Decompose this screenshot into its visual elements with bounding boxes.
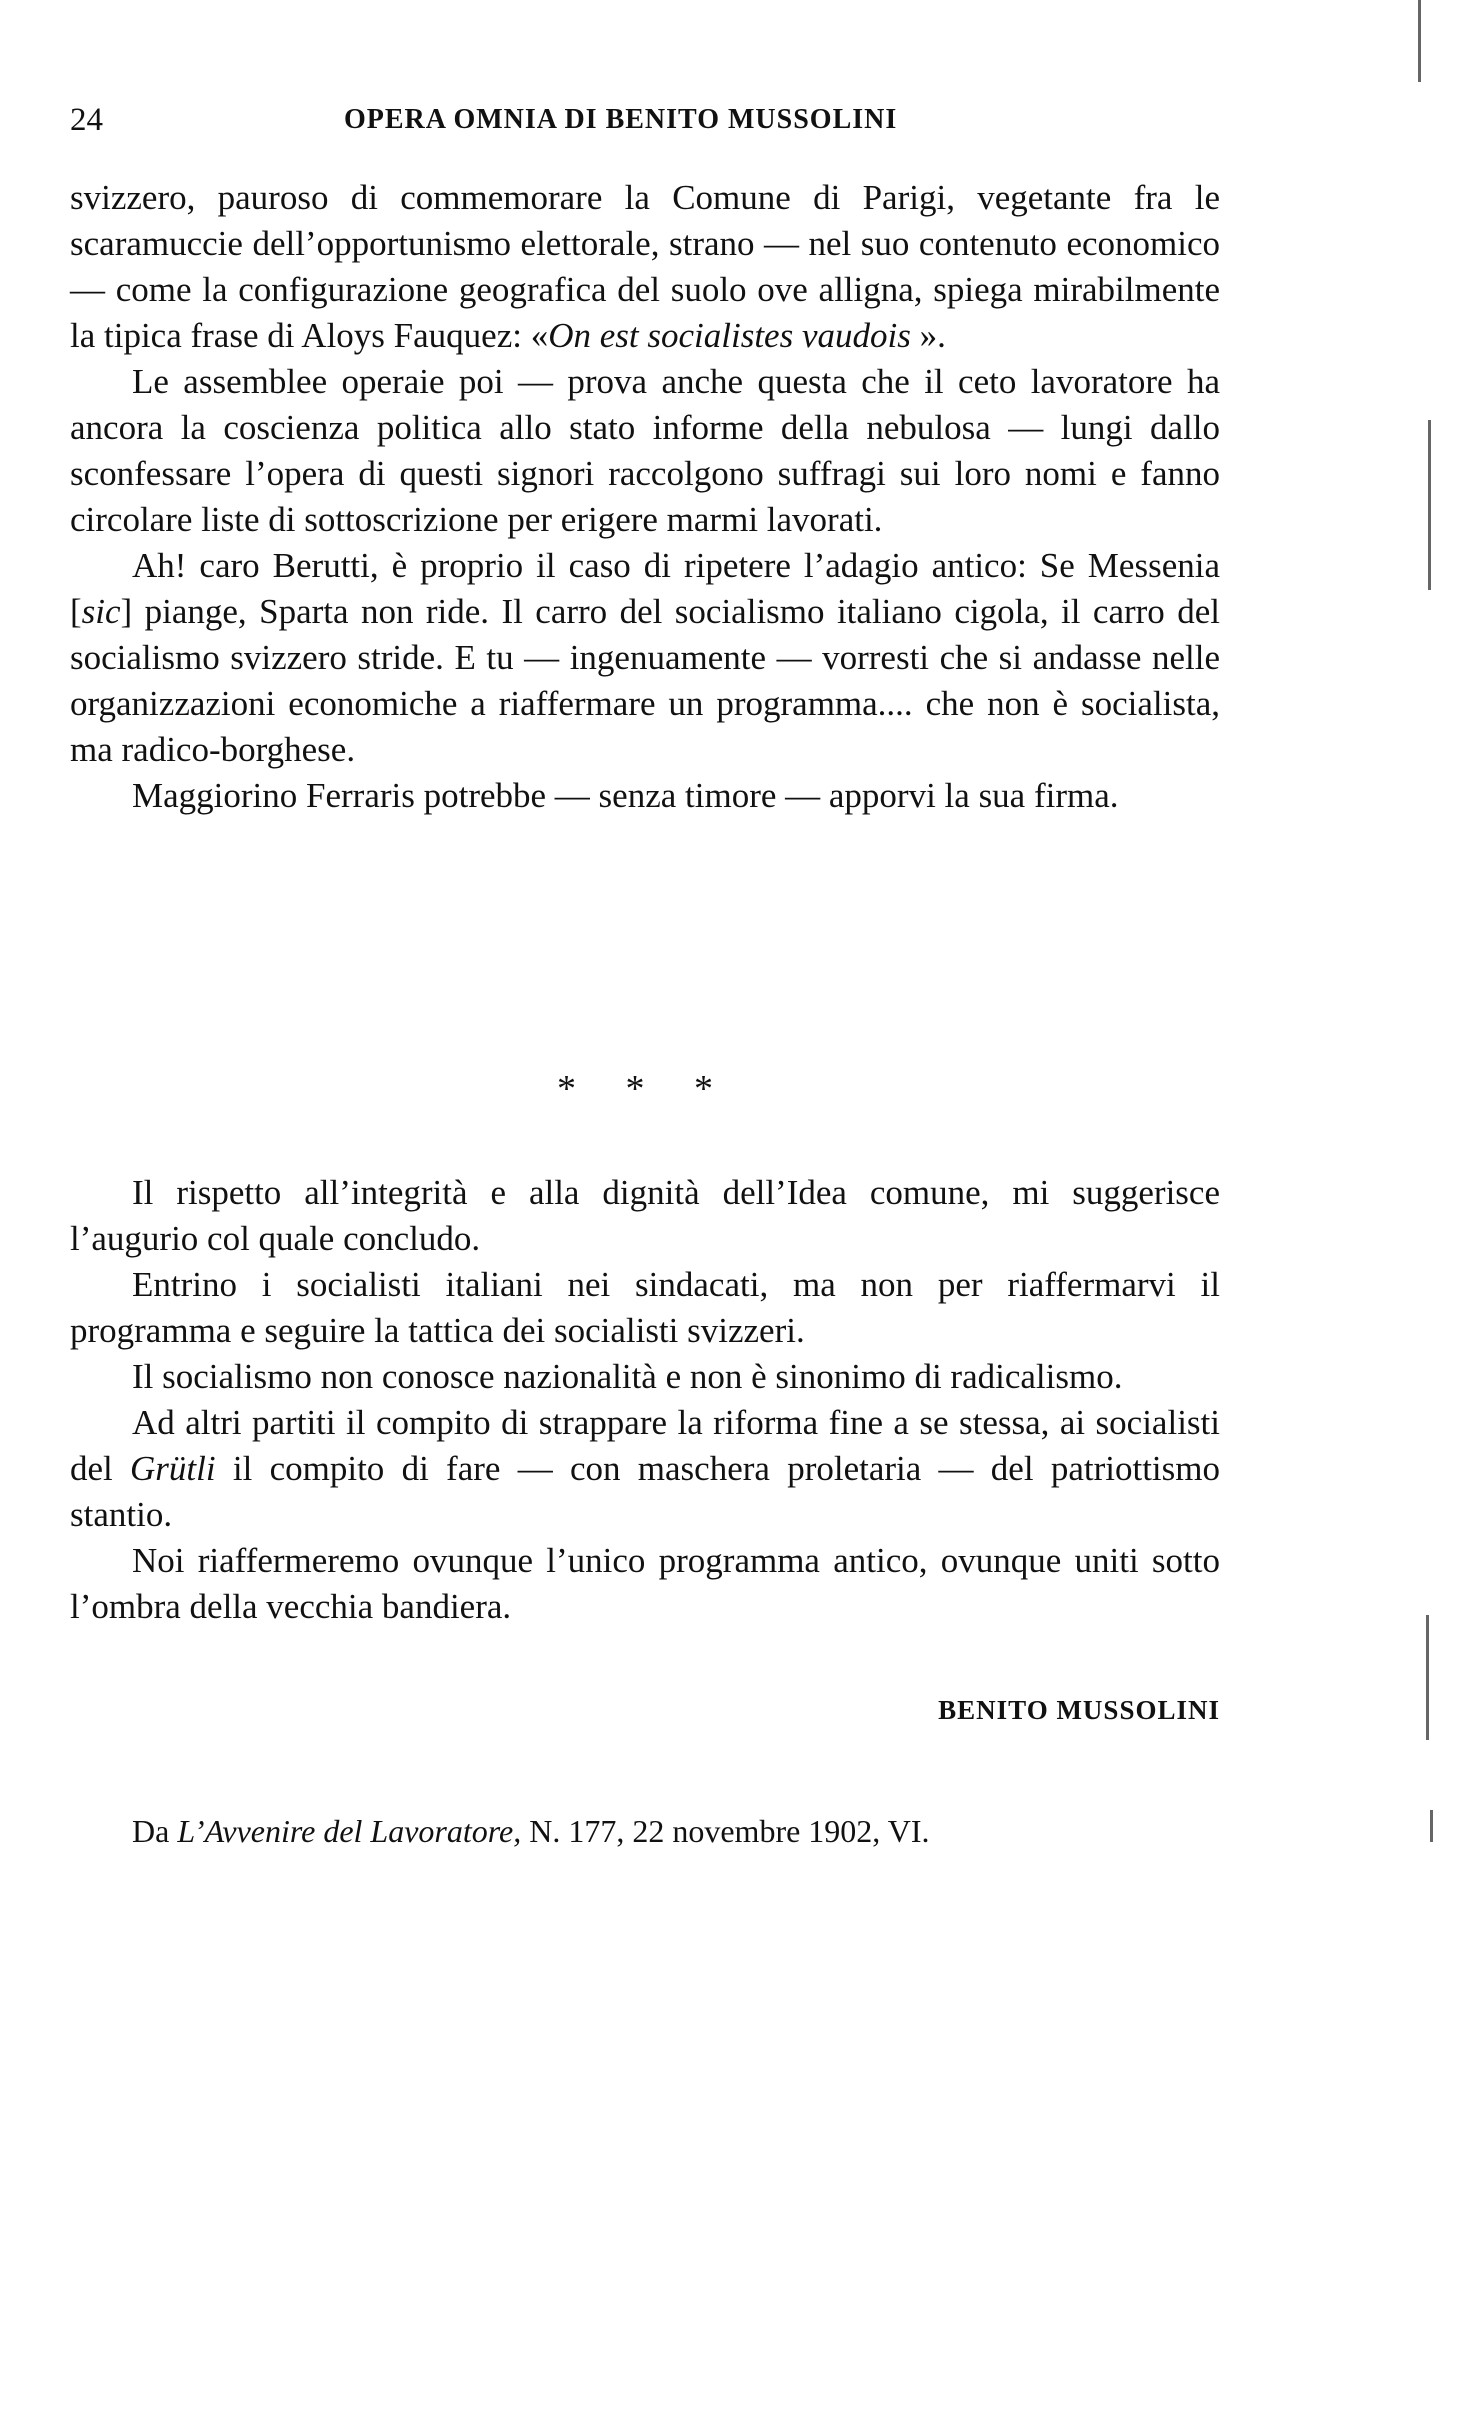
paragraph-8 [70, 1400, 1220, 1538]
source-citation [132, 1813, 929, 1850]
paragraph-1-tail: ». [910, 316, 946, 355]
paragraph-1 [70, 175, 1220, 359]
source-suffix: N. 177, 22 novembre 1902, VI. [521, 1813, 930, 1849]
paragraph-4: Maggiorino Ferraris potrebbe — senza timore — apporvi la sua firma. [132, 776, 1119, 815]
page-number: 24 [70, 102, 103, 138]
paragraph-2: Le assemblee operaie poi — prova anche questa che il ceto lavoratore ha ancora la coscienza politica allo stato informe della nebulosa — lungi dallo sconfessare l’opera di questi signori raccolgono suffragi sui loro nomi e fanno circolare liste di sottoscrizione per erigere marmi lavorati. [70, 362, 1220, 539]
scan-edge-mark [1426, 1615, 1429, 1740]
scan-edge-mark [1428, 420, 1431, 590]
paragraph-8-italic: Grütli [130, 1449, 216, 1488]
paragraph-3 [70, 543, 1220, 773]
scan-edge-mark [1418, 0, 1421, 82]
page-header [70, 95, 1220, 145]
scan-edge-mark [1430, 1810, 1433, 1842]
source-prefix: Da [132, 1813, 178, 1849]
paragraph-3-end: ] piange, Sparta non ride. Il carro del socialismo italiano cigola, il carro del socialismo svizzero stride. E tu — ingenuamente — vorresti che si andasse nelle organizzazioni economiche a riaffermare un programma.... che non è socialista, ma radico-borghese. [70, 592, 1220, 769]
paragraph-8-end: il compito di fare — con maschera proletaria — del patriottismo stantio. [70, 1449, 1220, 1534]
paragraph-1-text: svizzero, pauroso di commemorare la Comune di Parigi, vegetante fra le scaramuccie dell’opportunismo elettorale, strano — nel suo contenuto economico — come la configurazione geografica del suolo ove alligna, spiega mirabilmente la tipica frase di Aloys Fauquez: « [70, 178, 1220, 355]
closing-text-block [70, 1170, 1220, 1630]
author-signature: BENITO MUSSOLINI [938, 1695, 1220, 1725]
paragraph-8-start: Ad altri partiti il compito di strappare la riforma fine a se stessa, ai socialisti del [70, 1403, 1220, 1488]
paragraph-7: Il socialismo non conosce nazionalità e non è sinonimo di radicalismo. [132, 1357, 1123, 1396]
paragraph-3-sic: sic [81, 592, 121, 631]
paragraph-5: Il rispetto all’integrità e alla dignità dell’Idea comune, mi suggerisce l’augurio col quale concludo. [70, 1173, 1220, 1258]
paragraph-9: Noi riaffermeremo ovunque l’unico programma antico, ovunque uniti sotto l’ombra della vecchia bandiera. [70, 1541, 1220, 1626]
main-text-block [70, 175, 1220, 819]
running-title: OPERA OMNIA DI BENITO MUSSOLINI [344, 104, 898, 135]
paragraph-1-quote: On est socialistes vaudois [548, 316, 911, 355]
paragraph-6: Entrino i socialisti italiani nei sindacati, ma non per riaffermarvi il programma e seguire la tattica dei socialisti svizzeri. [70, 1265, 1220, 1350]
section-separator: * * * [557, 1068, 733, 1110]
paragraph-3-start: Ah! caro Berutti, è proprio il caso di ripetere l’adagio antico: Se Messenia [ [70, 546, 1220, 631]
source-title: L’Avvenire del Lavoratore, [177, 1813, 522, 1849]
document-page [70, 95, 1220, 1849]
